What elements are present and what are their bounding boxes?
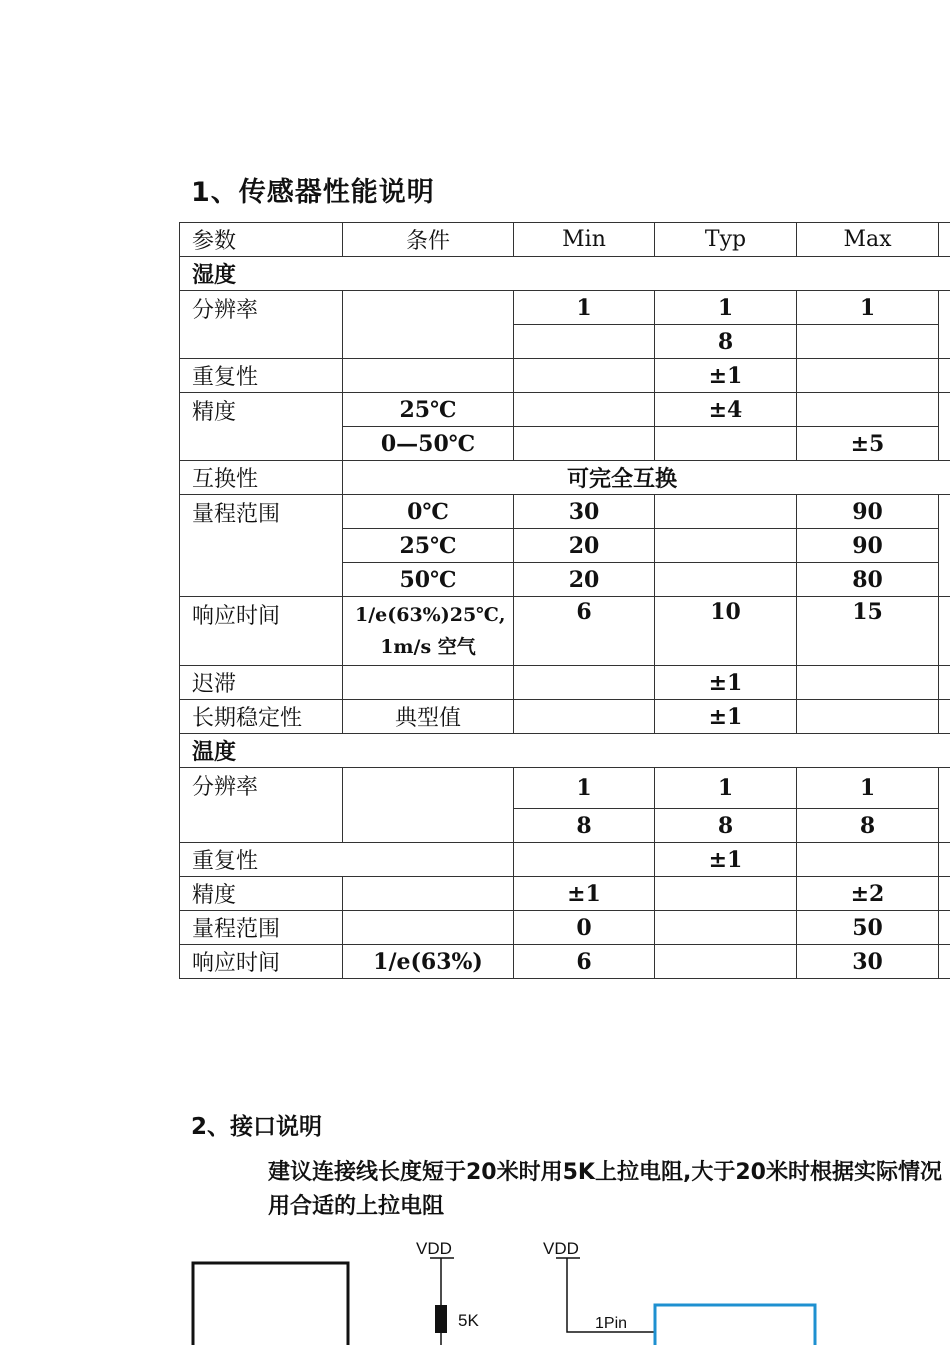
value-interchange: 可完全互换 — [343, 461, 950, 495]
value-max: 15 — [797, 597, 939, 666]
resistor-label: 5K — [458, 1311, 479, 1330]
value-min: 0 — [514, 911, 655, 945]
section-row-humidity — [180, 257, 950, 291]
value-max: ±5 — [797, 427, 939, 461]
value-typ: ±1 — [655, 359, 797, 393]
table-row — [180, 768, 950, 809]
section-1-title: 1、传感器性能说明 — [191, 177, 435, 208]
header-extra — [939, 223, 950, 257]
param-name: 互换性 — [180, 461, 343, 495]
param-name: 分辨率 — [180, 768, 343, 843]
section-row-temperature — [180, 734, 950, 768]
value-typ: 8 — [655, 325, 797, 359]
table-row — [180, 495, 950, 529]
value-min: 20 — [514, 529, 655, 563]
value-max: 8 — [797, 809, 939, 843]
value-typ: ±1 — [655, 843, 797, 877]
param-name: 重复性 — [180, 359, 343, 393]
param-name: 重复性 — [180, 843, 514, 877]
table-row — [180, 666, 950, 700]
value-max: 90 — [797, 529, 939, 563]
table-row — [180, 843, 950, 877]
value-typ: 1 — [655, 291, 797, 325]
param-name: 响应时间 — [180, 945, 343, 979]
value-condition: 典型值 — [343, 700, 514, 734]
table-row — [180, 945, 950, 979]
value-min: 20 — [514, 563, 655, 597]
param-name: 迟滞 — [180, 666, 343, 700]
value-min: 30 — [514, 495, 655, 529]
header-max: Max — [797, 223, 939, 257]
value-max: ±2 — [797, 877, 939, 911]
param-name: 量程范围 — [180, 495, 343, 597]
table-row — [180, 597, 950, 666]
value-max: 1 — [797, 768, 939, 809]
value-max: 30 — [797, 945, 939, 979]
table-row — [180, 877, 950, 911]
value-typ: ±4 — [655, 393, 797, 427]
param-name: 量程范围 — [180, 911, 343, 945]
param-name: 分辨率 — [180, 291, 343, 359]
value-max: 90 — [797, 495, 939, 529]
table-header-row — [180, 223, 950, 257]
circuit-diagram — [0, 1230, 950, 1345]
interface-description — [268, 1156, 950, 1224]
value-typ: 1 — [655, 768, 797, 809]
header-param: 参数 — [180, 223, 343, 257]
value-condition: 25℃ — [343, 529, 514, 563]
value-min: 6 — [514, 945, 655, 979]
value-typ: 8 — [655, 809, 797, 843]
condition-line: 1/e(63%)25℃, — [355, 604, 506, 626]
param-name: 响应时间 — [180, 597, 343, 666]
value-min: 1 — [514, 768, 655, 809]
value-condition: 0—50℃ — [343, 427, 514, 461]
value-condition — [343, 597, 514, 666]
table-row — [180, 291, 950, 325]
value-condition: 1/e(63%) — [343, 945, 514, 979]
value-min: 8 — [514, 809, 655, 843]
header-condition: 条件 — [343, 223, 514, 257]
value-min: 6 — [514, 597, 655, 666]
table-row — [180, 911, 950, 945]
value-max: 80 — [797, 563, 939, 597]
header-min: Min — [514, 223, 655, 257]
sensor-spec-table — [179, 222, 950, 979]
value-max: 50 — [797, 911, 939, 945]
value-condition: 50℃ — [343, 563, 514, 597]
header-typ: Typ — [655, 223, 797, 257]
param-name: 长期稳定性 — [180, 700, 343, 734]
value-typ: 10 — [655, 597, 797, 666]
section-label-temperature: 温度 — [180, 734, 950, 768]
value-condition: 0℃ — [343, 495, 514, 529]
mcu-box — [193, 1263, 348, 1345]
value-min: 1 — [514, 291, 655, 325]
table-row — [180, 393, 950, 427]
condition-line: 1m/s 空气 — [380, 636, 476, 658]
table-row — [180, 700, 950, 734]
param-name: 精度 — [180, 877, 343, 911]
resistor-icon — [435, 1305, 447, 1333]
pin-label: 1Pin — [595, 1315, 628, 1332]
param-name: 精度 — [180, 393, 343, 461]
vdd-label: VDD — [416, 1239, 452, 1258]
value-min: ±1 — [514, 877, 655, 911]
value-max: 1 — [797, 291, 939, 325]
description-line: 建议连接线长度短于20米时用5K上拉电阻,大于20米时根据实际情况 — [268, 1160, 942, 1185]
table-row — [180, 359, 950, 393]
section-2-title: 2、接口说明 — [191, 1114, 323, 1140]
value-typ: ±1 — [655, 666, 797, 700]
description-line: 用合适的上拉电阻 — [268, 1194, 445, 1219]
section-label-humidity: 湿度 — [180, 257, 950, 291]
sensor-box — [655, 1305, 815, 1345]
table-row — [180, 461, 950, 495]
vdd-label: VDD — [543, 1239, 579, 1258]
value-condition: 25℃ — [343, 393, 514, 427]
value-typ: ±1 — [655, 700, 797, 734]
